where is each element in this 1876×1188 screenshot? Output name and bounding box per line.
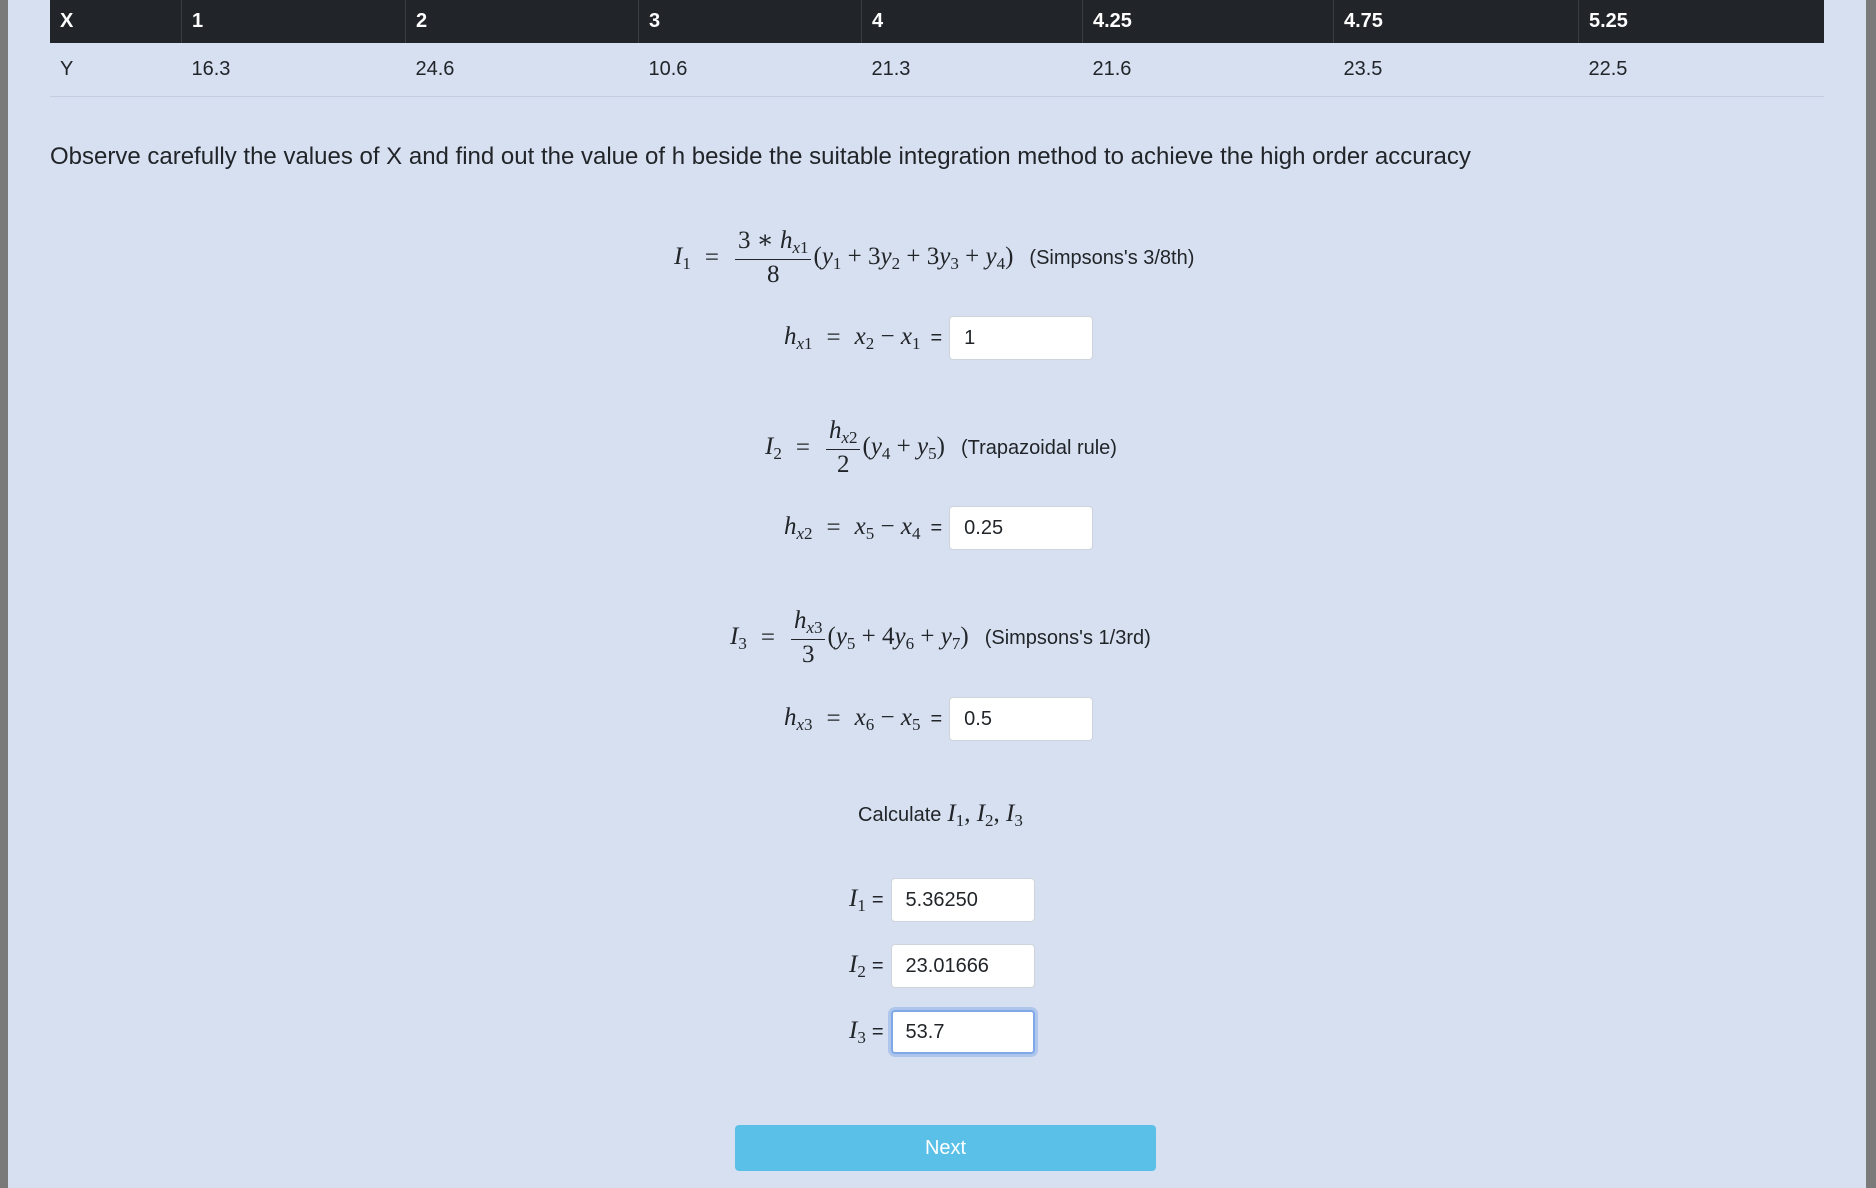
i2-input[interactable] — [891, 944, 1035, 988]
i3-result-row: $I_3$ = 53.7 — [849, 1010, 1035, 1054]
hx3-input[interactable] — [949, 697, 1093, 741]
i1-method-note: (Simpsons's 3/8th) — [1029, 246, 1195, 269]
equals-sign: = — [871, 1020, 884, 1043]
header-cell: 2 — [406, 0, 639, 43]
hx1-row: $h_{x1}$ = $x_2 - x_1$ = 1 — [784, 316, 1093, 360]
xy-data-table — [50, 0, 1824, 97]
i1-result-row: $I_1$ = 5.36250 — [849, 878, 1035, 922]
calculate-heading: Calculate $I_1$, $I_2$, $I_3$ — [858, 800, 1023, 830]
equals-sign: = — [930, 707, 943, 730]
table-cell: 24.6 — [406, 43, 639, 97]
table-cell: 16.3 — [182, 43, 406, 97]
equals-sign: = — [871, 888, 884, 911]
i2-method-note: (Trapazoidal rule) — [960, 436, 1117, 459]
header-cell: 4 — [862, 0, 1083, 43]
hx2-row: $h_{x2}$ = $x_5 - x_4$ = 0.25 — [784, 506, 1093, 550]
header-cell: 3 — [639, 0, 862, 43]
equals-sign: = — [871, 954, 884, 977]
hx3-row: $h_{x3}$ = $x_6 - x_5$ = 0.5 — [784, 697, 1093, 741]
table-cell: 22.5 — [1579, 43, 1825, 97]
calculate-label: Calculate — [858, 804, 942, 826]
table-row — [50, 43, 1824, 97]
i1-formula: $I_1$ = $\frac{3 ∗ h_{x1}}{8}$ $(y_1 + 3y_2 + 3y_3 + y_4)$ (Simpsons's 3/8th) — [674, 227, 1195, 288]
i3-method-note: (Simpsons's 1/3rd) — [984, 626, 1151, 649]
table-cell: 23.5 — [1334, 43, 1579, 97]
header-cell: 5.25 — [1579, 0, 1825, 43]
equals-sign: = — [930, 516, 943, 539]
i2-result-row: $I_2$ = 23.01666 — [849, 944, 1035, 988]
instruction-text: Observe carefully the values of X and find out the value of h beside the suitable integration method to achieve the high order accuracy — [50, 143, 1471, 170]
header-cell: 4.25 — [1083, 0, 1334, 43]
header-cell: 1 — [182, 0, 406, 43]
i3-formula: $I_3$ = $\frac{h_{x3}}{3}$ $(y_5 + 4y_6 + y_7)$ (Simpsons's 1/3rd) — [730, 607, 1151, 668]
table-cell: 21.3 — [862, 43, 1083, 97]
i2-formula: $I_2$ = $\frac{h_{x2}}{2}$ $(y_4 + y_5)$ (Trapazoidal rule) — [765, 417, 1117, 478]
next-button[interactable]: Next — [735, 1125, 1156, 1171]
hx2-input[interactable] — [949, 506, 1093, 550]
table-header-row — [50, 0, 1824, 43]
i1-input[interactable] — [891, 878, 1035, 922]
hx1-input[interactable] — [949, 316, 1093, 360]
header-cell: 4.75 — [1334, 0, 1579, 43]
table-cell: 10.6 — [639, 43, 862, 97]
i3-input[interactable] — [891, 1010, 1035, 1054]
table-cell: 21.6 — [1083, 43, 1334, 97]
table-cell: Y — [50, 43, 182, 97]
equals-sign: = — [930, 326, 943, 349]
page — [8, 0, 1866, 1188]
header-cell: X — [50, 0, 182, 43]
